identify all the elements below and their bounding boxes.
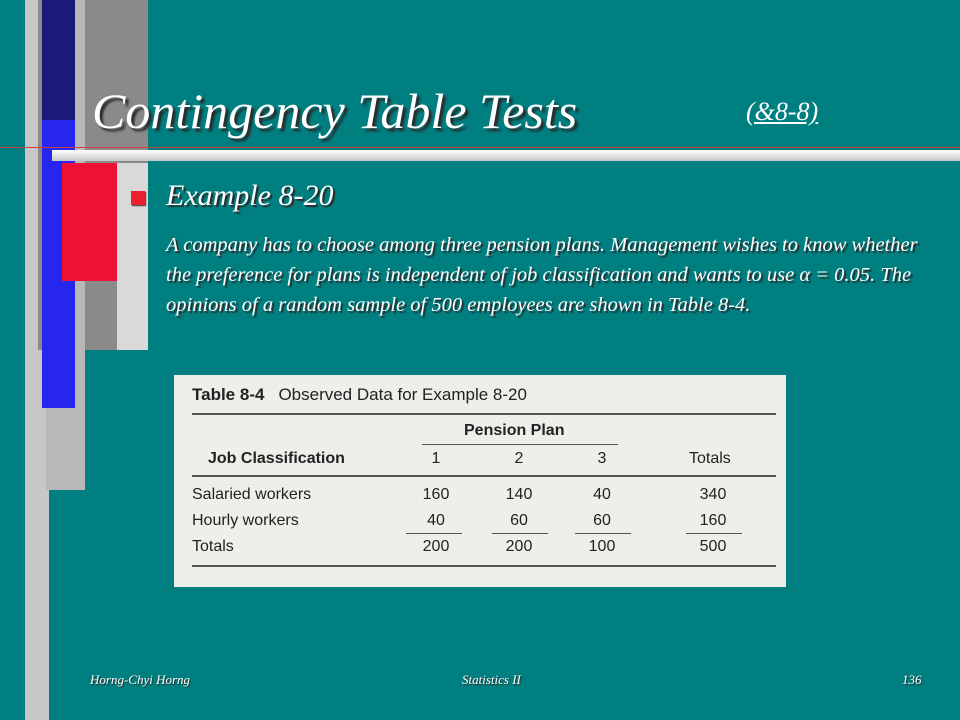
- table-top-rule: [192, 413, 776, 415]
- sum-rule: [686, 533, 742, 534]
- table-caption-text: Observed Data for Example 8-20: [278, 385, 527, 404]
- table-bottom-rule: [192, 565, 776, 567]
- example-heading: Example 8-20: [166, 179, 334, 212]
- footer-author: Horng-Chyi Horng: [90, 672, 191, 687]
- table-cell: 200: [505, 538, 533, 555]
- table-cell: 60: [510, 512, 528, 529]
- table-cell-total: 160: [699, 512, 727, 529]
- table-caption: [192, 385, 527, 405]
- table-cell: 200: [422, 538, 450, 555]
- decor-bar-red: [62, 163, 117, 281]
- observed-data-table: [174, 375, 786, 587]
- table-cell: 160: [422, 486, 450, 503]
- bullet-square-icon: [131, 191, 145, 205]
- title-rule-red: [0, 147, 960, 148]
- table-label: Table 8-4: [192, 385, 265, 404]
- slide-title: Contingency Table Tests: [92, 83, 578, 139]
- column-header-3: 3: [597, 450, 607, 467]
- table-cell: 100: [588, 538, 616, 555]
- decor-bar-navy: [42, 0, 75, 120]
- sum-rule: [575, 533, 631, 534]
- column-header-totals: Totals: [689, 450, 731, 467]
- table-row-label: Hourly workers: [192, 512, 299, 529]
- sum-rule: [492, 533, 548, 534]
- footer-course: Statistics II: [462, 672, 521, 687]
- table-row-label: Totals: [192, 538, 234, 555]
- column-header-2: 2: [514, 450, 524, 467]
- sum-rule: [406, 533, 462, 534]
- table-row-label: Salaried workers: [192, 486, 312, 503]
- table-cell-total: 340: [699, 486, 727, 503]
- table-cell: 60: [593, 512, 611, 529]
- table-cell: 40: [427, 512, 445, 529]
- table-cell-total: 500: [699, 538, 727, 555]
- table-header-rule: [192, 475, 776, 477]
- column-header-1: 1: [431, 450, 441, 467]
- footer-page-number: 136: [902, 672, 922, 687]
- table-cell: 40: [593, 486, 611, 503]
- group-header-rule: [422, 444, 618, 445]
- table-cell: 140: [505, 486, 533, 503]
- title-rule-grey: [52, 150, 960, 161]
- section-reference: (&8-8): [746, 97, 819, 126]
- example-paragraph: A company has to choose among three pension plans. Management wishes to know whether the preference for plans is independent of job classification and wants to use α = 0.05. The opinions of a random sample of 500 employees are shown in Table 8-4.: [166, 234, 918, 316]
- group-header-pension-plan: Pension Plan: [464, 422, 565, 439]
- row-header-job-classification: Job Classification: [208, 450, 345, 467]
